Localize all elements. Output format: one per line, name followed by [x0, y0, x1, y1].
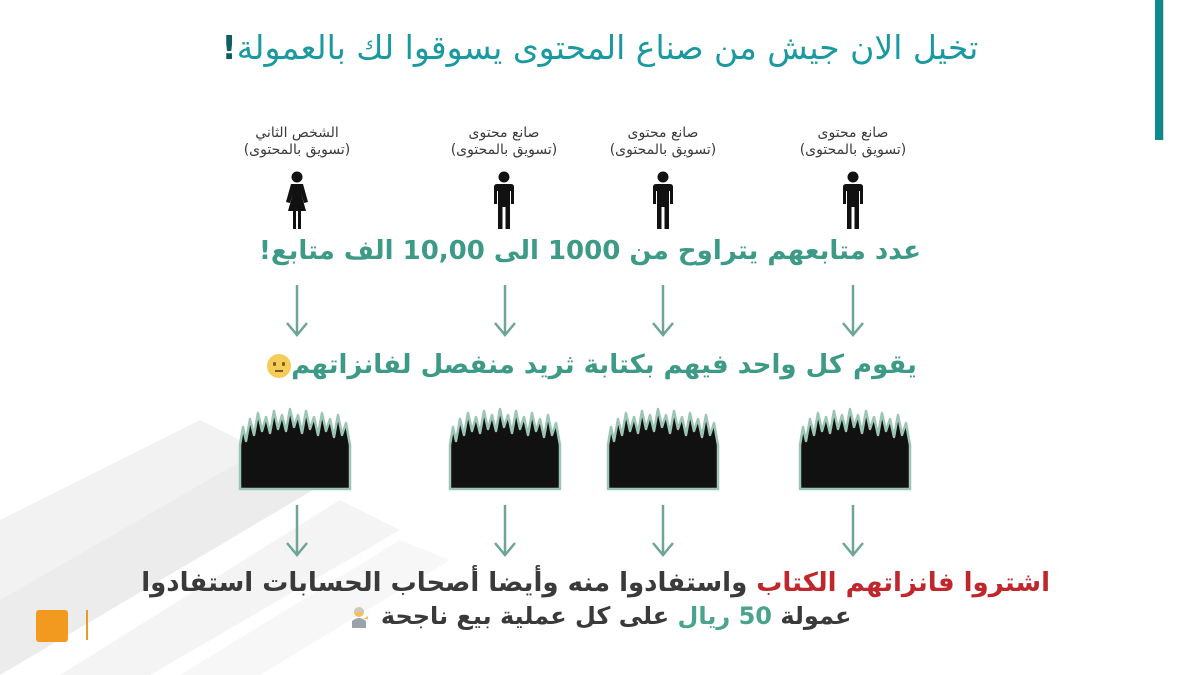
- slide-marker: [36, 610, 68, 642]
- person-creator-2: [419, 125, 589, 231]
- arrow-down-icon: [648, 503, 678, 559]
- person-role-label: الشخص الثاني: [255, 125, 339, 141]
- person-creator-4: [768, 125, 938, 231]
- each-creator-label: يقوم كل واحد فيهم بكتابة ثريد منفصل لفانزاتهم: [291, 350, 917, 380]
- person-role-label: صانع محتوى: [627, 125, 699, 141]
- commission-label: عمولة: [771, 602, 852, 630]
- female-figure-icon: [282, 171, 312, 231]
- arrow-down-icon: [838, 283, 868, 339]
- title-exclamation: !: [221, 28, 237, 67]
- person-method-label: (تسويق بالمحتوى): [799, 142, 907, 158]
- crowd-silhouette-icon: [798, 405, 912, 491]
- commission-amount: 50 ريال: [677, 602, 772, 630]
- commission-rest: على كل عملية بيع ناجحة: [380, 602, 678, 630]
- person-method-label: (تسويق بالمحتوى): [450, 142, 558, 158]
- arrow-down-icon: [648, 283, 678, 339]
- arrow-down-icon: [282, 283, 312, 339]
- male-figure-icon: [648, 171, 678, 231]
- each-creator-text: [200, 350, 980, 380]
- title-text: تخيل الان جيش من صناع المحتوى يسوقوا لك بالعمولة: [236, 28, 979, 67]
- crowd-silhouette-icon: [448, 405, 562, 491]
- person-method-label: (تسويق بالمحتوى): [243, 142, 351, 158]
- crowd-silhouette-icon: [606, 405, 720, 491]
- result-rest: واستفادوا منه وأيضا أصحاب الحسابات استفادوا: [141, 568, 757, 598]
- person-second: [212, 125, 382, 231]
- result-text-line2: [150, 602, 1050, 630]
- arrow-down-icon: [282, 503, 312, 559]
- person-creator-3: [578, 125, 748, 231]
- arrow-down-icon: [490, 283, 520, 339]
- slightly-frowning-face-icon: [267, 354, 291, 378]
- slide-marker-line: [86, 610, 88, 640]
- arrow-down-icon: [490, 503, 520, 559]
- result-text-line1: [141, 568, 1050, 598]
- person-tipping-hand-icon: [349, 606, 369, 628]
- followers-text: عدد متابعهم يتراوح من 1000 الى 10,00 الف متابع!: [259, 236, 921, 266]
- male-figure-icon: [489, 171, 519, 231]
- arrow-down-icon: [838, 503, 868, 559]
- male-figure-icon: [838, 171, 868, 231]
- result-highlight: اشتروا فانزاتهم الكتاب: [756, 568, 1050, 598]
- page-title: [150, 28, 1050, 67]
- person-role-label: صانع محتوى: [817, 125, 889, 141]
- person-method-label: (تسويق بالمحتوى): [609, 142, 717, 158]
- person-role-label: صانع محتوى: [468, 125, 540, 141]
- accent-bar: [1155, 0, 1163, 140]
- accent-bar-line: [1163, 0, 1164, 140]
- crowd-silhouette-icon: [238, 405, 352, 491]
